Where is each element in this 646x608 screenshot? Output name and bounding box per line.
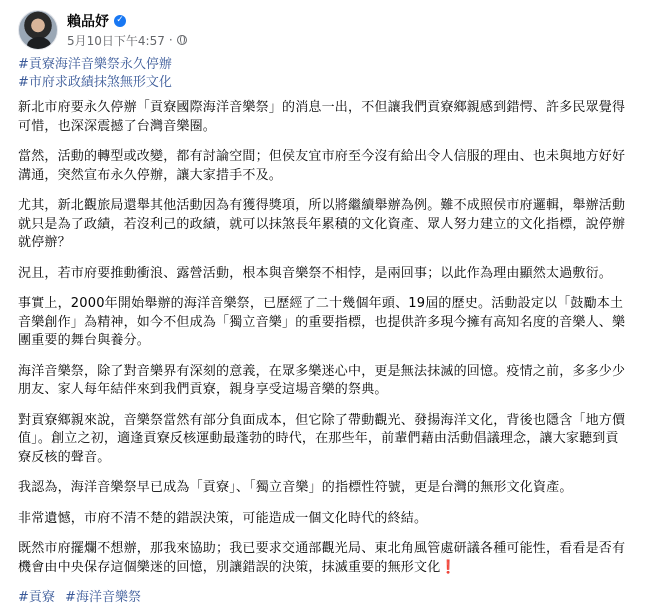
hashtags-bottom — [18, 589, 628, 608]
author-name[interactable]: 賴品妤 — [67, 13, 109, 30]
post-body — [18, 56, 628, 608]
exclamation-icon: ❗ — [440, 559, 457, 575]
post-timestamp[interactable]: 5月10日下午4:57 — [67, 33, 165, 48]
post-paragraph: 事實上，2000年開始舉辦的海洋音樂祭，已歷經了二十幾個年頭、19屆的歷史。活動設定以「鼓勵本土音樂創作」為精神，如今不但成為「獨立音樂」的重要指標，也提供許多現今擁有高知名度的音樂人、樂團重要的舞台與養分。 — [18, 296, 626, 348]
hashtag-link[interactable]: #貢寮 — [18, 590, 55, 605]
post-paragraph: 況且，若市府要推動衝浪、露營活動，根本與音樂祭不相悖，是兩回事；以此作為理由顯然太過敷衍。 — [18, 265, 613, 281]
post-time-row — [67, 32, 187, 49]
post-paragraph-text: 既然市府擺爛不想辦，那我來協助；我已要求交通部觀光局、東北角風管處研議各種可能性，看看是否有機會由中央保存這個樂迷的回憶，別讓錯誤的決策，抹滅重要的無形文化 — [18, 541, 626, 575]
post-paragraph: 對貢寮鄉親來說，音樂祭當然有部分負面成本，但它除了帶動觀光、發揚海洋文化，背後也隱含「地方價值」。創立之初，適逢貢寮反核運動最蓬勃的時代，在那些年，前輩們藉由活動倡議理念，讓大家聽到貢寮反核的聲音。 — [18, 412, 626, 465]
hashtag-link[interactable]: #海洋音樂祭 — [65, 590, 141, 605]
hashtag-link[interactable]: #市府求政績抹煞無形文化 — [18, 75, 172, 90]
post-paragraph: 新北市府要永久停辦「貢寮國際海洋音樂祭」的消息一出，不但讓我們貢寮鄉親感到錯愕、許多民眾覺得可惜，也深深震撼了台灣音樂圈。 — [18, 100, 626, 134]
post-paragraph: 尤其，新北觀旅局還舉其他活動因為有獲得獎項，所以將繼續舉辦為例。難不成照侯市府邏輯，舉辦活動就只是為了政績，若沒利己的政績，就可以抹煞長年累積的文化資產、眾人努力建立的文化指標，說停辦就停辦？ — [18, 198, 626, 250]
post-meta — [67, 12, 187, 49]
post-paragraph: 海洋音樂祭，除了對音樂界有深刻的意義，在眾多樂迷心中，更是無法抹滅的回憶。疫情之前，多多少少朋友、家人每年結伴來到我們貢寮，親身享受這場音樂的祭典。 — [18, 363, 626, 397]
verified-check-icon: ✓ — [114, 15, 126, 27]
post-paragraph: 當然，活動的轉型或改變，都有討論空間；但侯友宜市府至今沒有給出令人信服的理由、也未與地方好好溝通，突然宣布永久停辦，讓大家措手不及。 — [18, 149, 626, 183]
post-paragraph-last — [18, 540, 628, 577]
post-paragraph: 非常遺憾，市府不清不楚的錯誤決策，可能造成一個文化時代的終結。 — [18, 510, 428, 526]
hashtag-link[interactable]: #貢寮海洋音樂祭永久停辦 — [18, 57, 172, 72]
post-header — [18, 10, 187, 50]
meta-separator: · — [168, 33, 173, 47]
post-paragraph: 我認為，海洋音樂祭早已成為「貢寮」、「獨立音樂」的指標性符號，更是台灣的無形文化資產。 — [18, 480, 573, 495]
globe-icon[interactable] — [177, 35, 187, 45]
author-name-row — [67, 12, 187, 30]
author-avatar[interactable] — [18, 10, 58, 50]
